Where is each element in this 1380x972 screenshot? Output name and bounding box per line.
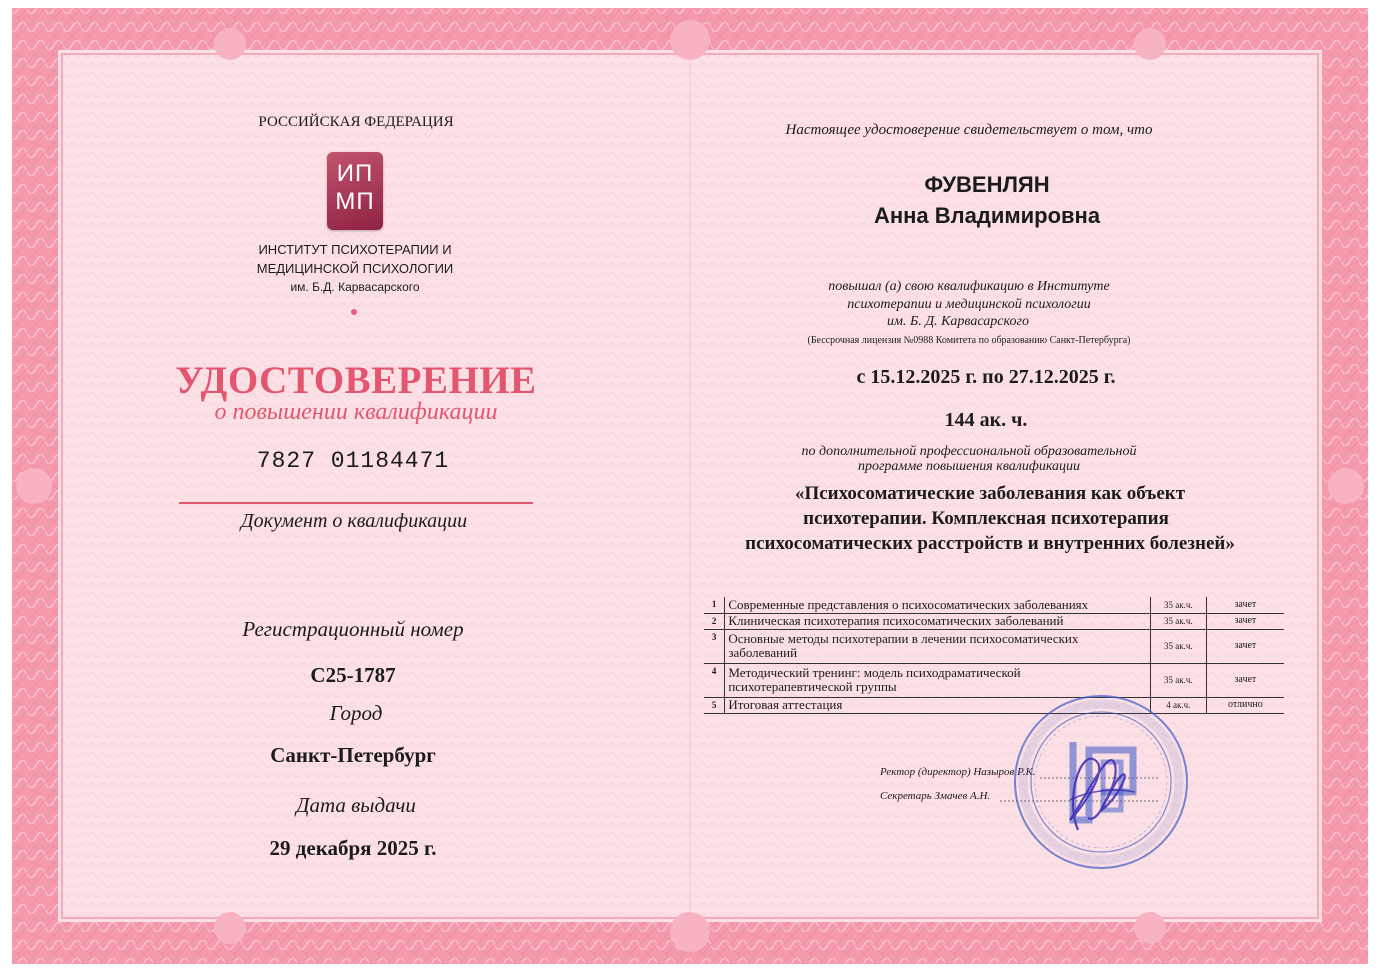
program-name-line-3: психосоматических расстройств и внутренних болезней» <box>745 533 1235 554</box>
module-result: зачет <box>1206 629 1284 663</box>
module-name: Современные представления о психосоматических заболеваниях <box>725 597 1151 613</box>
decorative-dot <box>351 309 357 315</box>
secretary-signature-label: Секретарь Змачев А.Н. <box>880 790 991 802</box>
module-number: 5 <box>704 697 725 713</box>
handwritten-signature <box>1040 730 1160 840</box>
separator-line <box>179 502 533 504</box>
qualification-line-1: повышал (а) свою квалификацию в Институте <box>828 279 1110 294</box>
module-hours: 35 ак.ч. <box>1150 663 1206 697</box>
registration-number: С25-1787 <box>310 663 396 687</box>
institute-logo <box>327 152 383 230</box>
certificate-subtitle: о повышении квалификации <box>214 399 498 425</box>
module-number: 3 <box>704 629 725 663</box>
module-name: Клиническая психотерапия психосоматических заболеваний <box>725 613 1151 629</box>
registration-label: Регистрационный номер <box>242 617 464 641</box>
intro-text: Настоящее удостоверение свидетельствует о том, что <box>785 122 1153 138</box>
module-name: Основные методы психотерапии в лечении психосоматических заболеваний <box>725 629 1151 663</box>
document-type: Документ о квалификации <box>240 510 468 532</box>
institute-name-line-1: ИНСТИТУТ ПСИХОТЕРАПИИ И <box>258 242 452 257</box>
holder-surname: ФУВЕНЛЯН <box>924 172 1050 197</box>
module-hours: 35 ак.ч. <box>1150 613 1206 629</box>
program-intro-line-2: программе повышения квалификации <box>857 459 1081 474</box>
program-name-line-2: психотерапии. Комплексная психотерапия <box>803 508 1169 529</box>
module-name: Итоговая аттестация <box>725 697 1151 713</box>
table-row <box>704 663 1284 697</box>
city-value: Санкт-Петербург <box>270 743 436 767</box>
license-note: (Бессрочная лицензия №0988 Комитета по образованию Санкт-Петербурга) <box>807 335 1131 346</box>
module-name: Методический тренинг: модель психодраматической психотерапевтической группы <box>725 663 1151 697</box>
program-intro-line-1: по дополнительной профессиональной образовательной <box>801 444 1137 459</box>
program-name-line-1: «Психосоматические заболевания как объект <box>794 483 1186 504</box>
module-result: отлично <box>1206 697 1284 713</box>
issue-date-label: Дата выдачи <box>296 793 416 817</box>
module-result: зачет <box>1206 597 1284 613</box>
rector-signature-label: Ректор (директор) Назыров Р.К. <box>880 766 1036 778</box>
table-row <box>704 613 1284 629</box>
certificate-title: УДОСТОВЕРЕНИЕ <box>175 359 537 402</box>
city-label: Город <box>329 701 383 725</box>
module-result: зачет <box>1206 663 1284 697</box>
table-row <box>704 629 1284 663</box>
holder-given-names: Анна Владимировна <box>873 203 1101 228</box>
total-hours: 144 ак. ч. <box>944 409 1028 431</box>
modules-table <box>704 597 1284 714</box>
issue-date: 29 декабря 2025 г. <box>269 836 437 860</box>
country-name: РОССИЙСКАЯ ФЕДЕРАЦИЯ <box>258 114 454 130</box>
module-number: 1 <box>704 597 725 613</box>
module-result: зачет <box>1206 613 1284 629</box>
training-period: с 15.12.2025 г. по 27.12.2025 г. <box>856 366 1116 388</box>
module-hours: 35 ак.ч. <box>1150 597 1206 613</box>
logo-text: ИП МП <box>335 160 375 215</box>
module-hours: 35 ак.ч. <box>1150 629 1206 663</box>
table-row <box>704 597 1284 613</box>
institute-name-line-3: им. Б.Д. Карвасарского <box>290 280 420 294</box>
module-number: 4 <box>704 663 725 697</box>
institute-name-line-2: МЕДИЦИНСКОЙ ПСИХОЛОГИИ <box>256 261 454 276</box>
qualification-line-3: им. Б. Д. Карвасарского <box>887 314 1029 329</box>
module-hours: 4 ак.ч. <box>1150 697 1206 713</box>
module-number: 2 <box>704 613 725 629</box>
qualification-line-2: психотерапии и медицинской психологии <box>847 297 1091 312</box>
serial-number: 7827 01184471 <box>256 448 450 474</box>
table-row <box>704 697 1284 713</box>
